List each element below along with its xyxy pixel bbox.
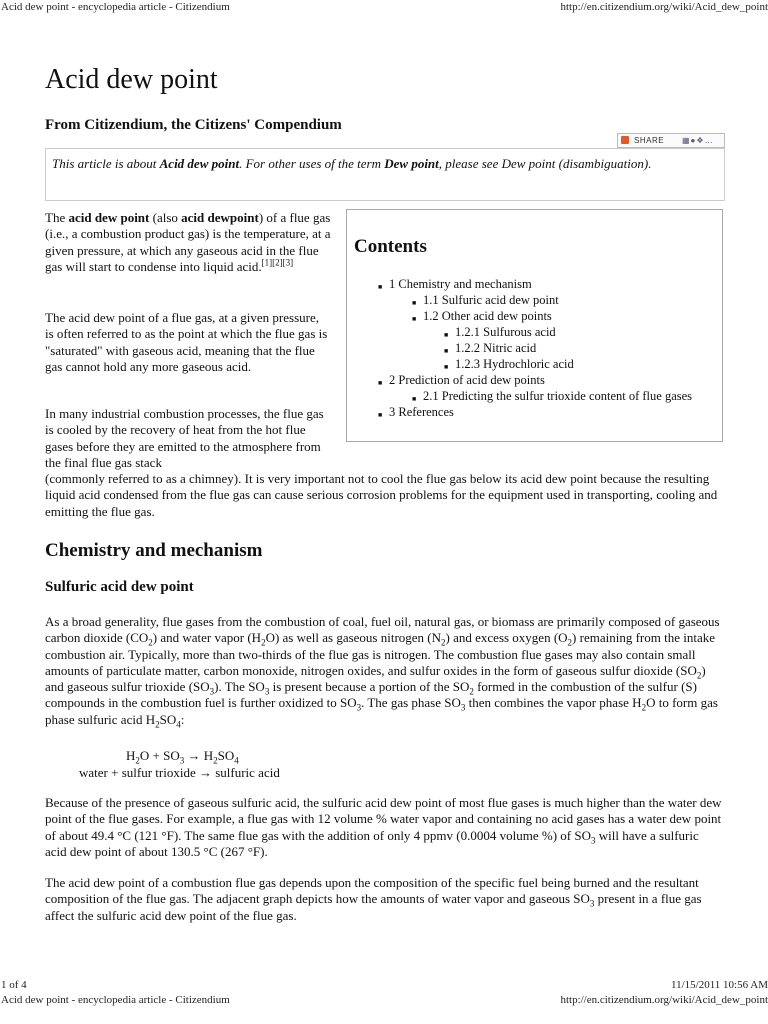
reference-links[interactable]: [1][2][3] [261,257,294,268]
toc-item[interactable]: ■ 1.2.3 Hydrochloric acid [455,357,574,372]
hatnote-text: . For other uses of the term [239,156,385,171]
because-paragraph: Because of the presence of gaseous sulfuric acid, the sulfuric acid dew point of most flue gases is much higher than the water dew point of the flue gases. For example, a flue gas with 12 volume % water vapor and containing no acid gases has a water dew point of about 49.4 °C (121 °F). The same flue gas with the addition of only 4 ppmv (0.0004 volume %) of $SO_3$ will have a sulfuric acid dew point of about 130.5 °C (267 °F). [45,795,722,859]
toc-item[interactable]: ■ 1.2 Other acid dew points [423,309,552,324]
sulfuric-paragraph: As a broad generality, flue gases from the combustion of coal, fuel oil, natural gas, or biomass are primarily composed of gaseous carbon dioxide $(CO_2)$ and water vapor $(H_2O)$ as well as gaseous nitrogen $(N_2)$ and excess oxygen $(O_2)$ remaining from the intake combustion air. Typically, more than two-thirds of the flue gas is nitrogen. The combustion flue gases may also contain small amounts of particulate matter, carbon monoxide, nitrogen oxides, and sulfur oxides in the form of gaseous sulfur dioxide $(SO_2)$ and gaseous sulfur trioxide $(SO_3)$. The $SO_3$ is present because a portion of the $SO_2$ formed in the combustion of the sulfur (S) compounds in the combustion fuel is further oxidized to $SO_3$. The gas phase $SO_3$ then combines the vapor phase $H_2O$ to form gas phase sulfuric acid $H_2SO_4$: [45,614,720,730]
table-of-contents [346,209,723,442]
hatnote-link[interactable]: Dew point [384,156,439,171]
toc-item[interactable]: ■ 1.2.2 Nitric acid [455,341,536,356]
intro-paragraph-1 [45,210,335,275]
text: The [45,210,69,225]
text: ) of a flue gas (i.e., a combustion product gas) is the temperature, at a given pressure, at which any gaseous acid in the flue gas will start to condense into liquid acid. [45,210,331,274]
graph-paragraph: The acid dew point of a combustion flue gas depends upon the composition of the specific fuel being burned and the resultant composition of the flue gas. The adjacent graph depicts how the amounts of water vapor and gaseous $SO_3$ present in a flue gas affect the sulfuric acid dew point of the flue gas. [45,875,702,923]
section-heading: Chemistry and mechanism [45,540,263,561]
toc-item[interactable]: ■ 2.1 Predicting the sulfur trioxide content of flue gases [423,389,692,404]
hatnote [45,148,725,201]
equation-words: water + sulfur trioxide → sulfuric acid [79,765,280,780]
bookmark-icons: ▦●❖… [682,136,714,145]
share-label: SHARE [634,136,665,145]
hatnote-bold: Acid dew point [159,156,240,171]
intro-paragraph-2: The acid dew point of a flue gas, at a given pressure, is often referred to as the point at which the flue gas is "saturated" with gaseous acid, meaning that the flue gas cannot hold any more gaseous acid. [45,310,328,374]
text-wrap: In many industrial combustion processes, the flue gas is cooled by the recovery of heat from the hot flue gases before they are emitted to the atmosphere from the final flue gas stack [45,406,324,470]
toc-item[interactable]: ■ 2 Prediction of acid dew points [389,373,545,388]
page-title: Acid dew point [45,64,218,95]
toc-item[interactable]: ■ 1.1 Sulfuric acid dew point [423,293,559,308]
footer-title: Acid dew point - encyclopedia article - Citizendium [1,994,230,1006]
toc-item[interactable]: ■ 1.2.1 Sulfurous acid [455,325,556,340]
subsection-heading: Sulfuric acid dew point [45,579,194,595]
term-bold: acid dew point [68,210,150,225]
toc-title: Contents [354,236,427,257]
share-button[interactable] [617,133,725,148]
intro-paragraph-3-cont: (commonly referred to as a chimney). It is very important not to cool the flue gas below its acid dew point because the resulting liquid acid condensed from the flue gas can cause serious corrosion problems for the equipment used in transporting, cooling and emitting the flue gas. [45,471,718,519]
equation-formula: $H_2O + SO_3 \to H_2SO_4$ [126,748,239,766]
term-bold: acid dewpoint [181,210,259,225]
print-header [0,1,768,15]
hatnote-text: This article is about [52,156,160,171]
header-url[interactable]: http://en.citizendium.org/wiki/Acid_dew_point [560,1,768,13]
toc-item[interactable]: ■ 3 References [389,405,454,420]
print-timestamp: 11/15/2011 10:56 AM [671,979,768,991]
footer-url[interactable]: http://en.citizendium.org/wiki/Acid_dew_point [560,994,768,1006]
hatnote-text[interactable]: , please see Dew point (disambiguation). [438,156,652,171]
page-count: 1 of 4 [1,979,27,991]
toc-item[interactable]: ■ 1 Chemistry and mechanism [389,277,532,292]
text: (also [149,210,182,225]
site-subtitle: From Citizendium, the Citizens' Compendium [45,117,342,133]
header-title: Acid dew point - encyclopedia article - Citizendium [1,1,230,13]
share-icon [621,136,629,144]
